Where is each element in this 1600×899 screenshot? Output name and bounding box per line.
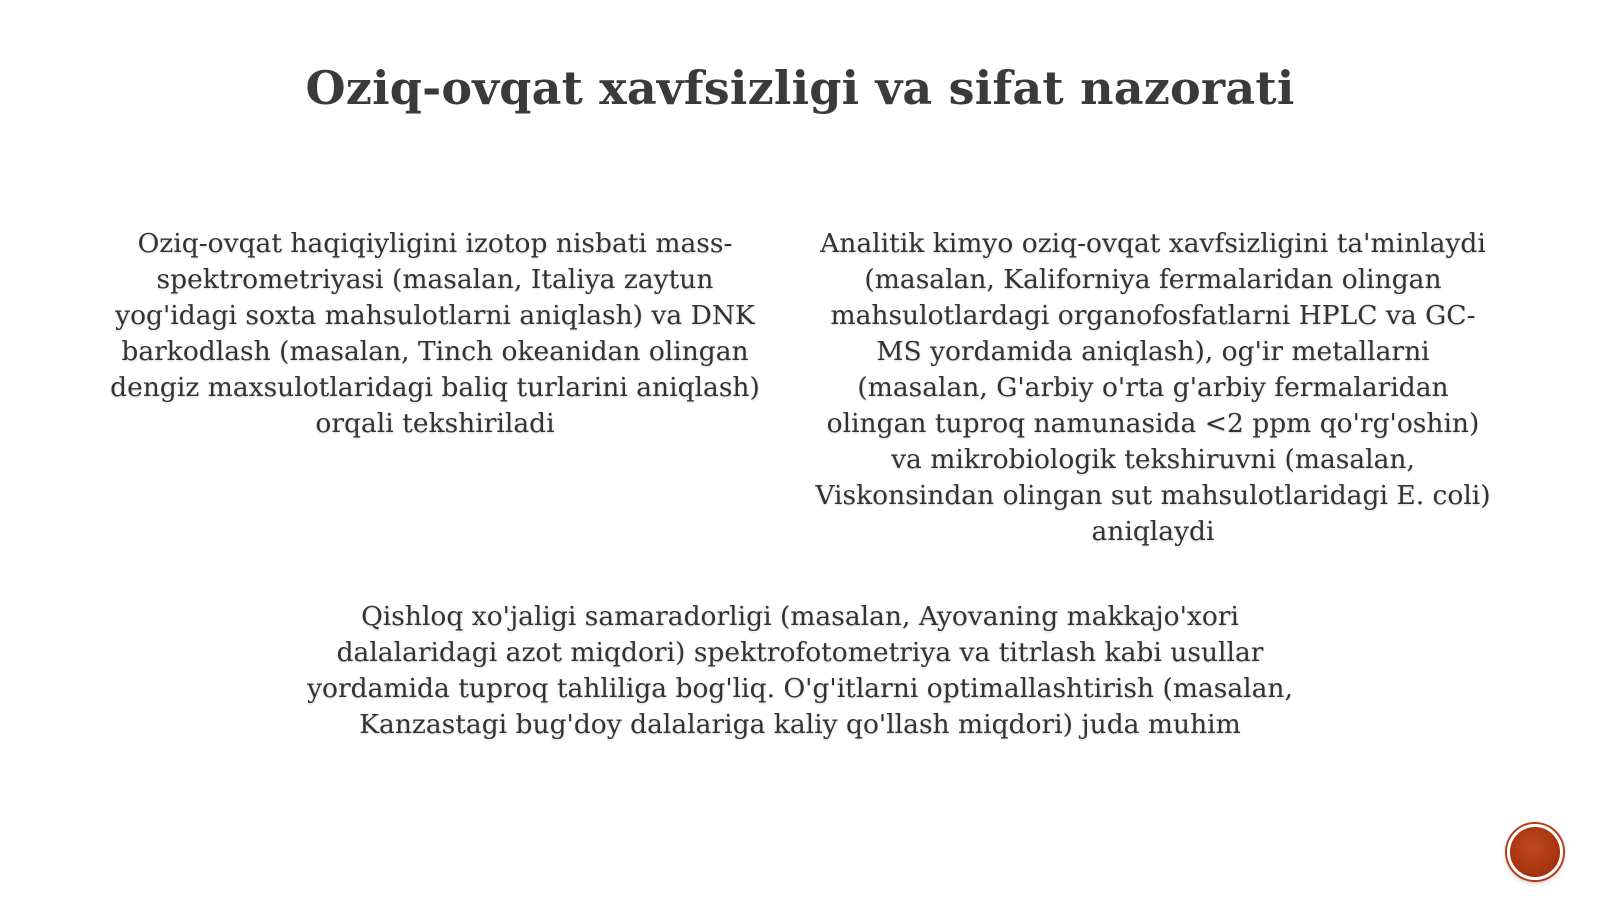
slide-title: Oziq-ovqat xavfsizligi va sifat nazorati (305, 61, 1295, 115)
paragraph-analytical-chemistry: Analitik kimyo oziq-ovqat xavfsizligini ta'minlaydi (masalan, Kaliforniya fermalaridan olingan mahsulotlardagi organofosfatlarni HPLC va GC-MS yordamida aniqlash), og'ir metallarni (masalan, G'arbiy o'rta g'arbiy fermalaridan olingan tuproq namunasida <2 ppm qo'rg'oshin) va mikrobiologik tekshiruvni (masalan, Viskonsindan olingan sut mahsulotlaridagi E. coli) aniqlaydi (815, 228, 1491, 547)
paragraph-authenticity: Oziq-ovqat haqiqiyligini izotop nisbati mass-spektrometriyasi (masalan, Italiya zaytun yog'idagi soxta mahsulotlarni aniqlash) va DNK barkodlash (masalan, Tinch okeanidan olingan dengiz maxsulotlaridagi baliq turlarini aniqlash) orqali tekshiriladi (110, 228, 760, 439)
slide-nav-button[interactable] (1507, 824, 1563, 880)
paragraph-agriculture: Qishloq xo'jaligi samaradorligi (masalan, Ayovaning makkajo'xori dalalaridagi azot miqdori) spektrofotometriya va titrlash kabi usullar yordamida tuproq tahliliga bog'liq. O'g'itlarni optimallashtirish (masalan, Kanzastagi bug'doy dalalariga kaliy qo'llash miqdori) juda muhim (307, 601, 1293, 740)
